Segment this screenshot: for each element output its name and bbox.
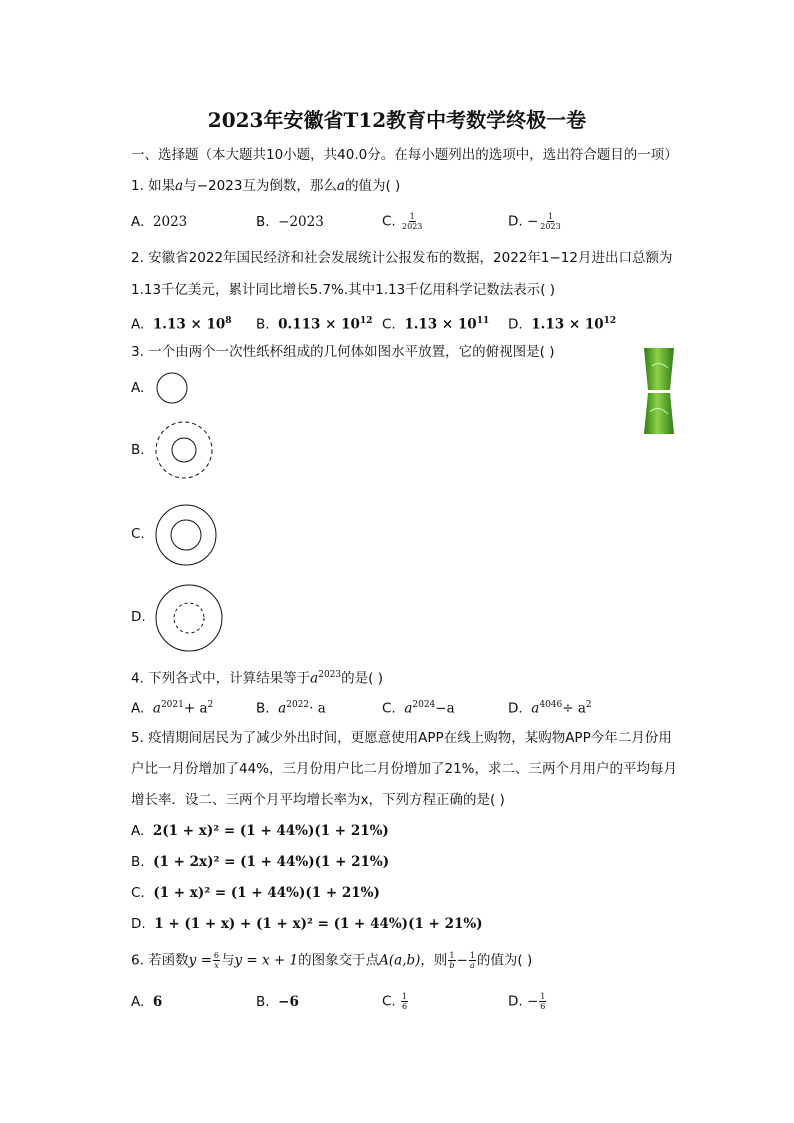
q6-option-c: C. $\frac{1}{6}$ xyxy=(382,992,408,1011)
q2-option-b: B. $0.113 \times 10^{12}$ xyxy=(256,316,373,333)
q4-option-c: C. $a^{2024}-a$ xyxy=(382,700,455,717)
q4-option-b: B. $a^{2022}\cdot a$ xyxy=(256,700,326,717)
q3-option-a-label: A. xyxy=(131,380,145,396)
q5-option-d: D. 1 + (1 + x) + (1 + x)² = (1 + 44%)(1 + 21%) xyxy=(131,916,483,932)
q4-stem: 4. 下列各式中，计算结果等于$a^{2023}$的是( ) xyxy=(131,670,383,687)
q1-var: a xyxy=(175,178,184,194)
q5-option-c: C. (1 + x)² = (1 + 44%)(1 + 21%) xyxy=(131,885,380,901)
q1-stem-a: 1. 如果 xyxy=(131,178,176,194)
q3-option-d-figure xyxy=(153,582,225,654)
q2-option-a: A. $1.13 \times 10^8$ xyxy=(131,316,232,333)
q4-option-a: A. $a^{2021}+ a^2$ xyxy=(131,700,214,717)
q5-line-3: 增长率．设二、三两个月平均增长率为x，下列方程正确的是( ) xyxy=(131,792,505,808)
q1-option-a: A. 2023 xyxy=(131,214,188,230)
q1-stem-b: 与−2023互为倒数，那么 xyxy=(183,178,337,194)
lower-cup xyxy=(644,393,674,434)
q2-line-2: 1.13千亿美元，累计同比增长5.7%.其中1.13千亿用科学记数法表示( ) xyxy=(131,282,556,298)
q6-stem: 6. 若函数y = $\frac{6}{x}$ 与y = x + 1的图象交于点A(a,b)，则 $\frac{1}{b}$ − $\frac{1}{a}$ 的值为( ) xyxy=(131,951,533,970)
q3-option-c-label: C. xyxy=(131,526,145,542)
q5-option-a: A. 2(1 + x)² = (1 + 44%)(1 + 21%) xyxy=(131,823,389,839)
q2-line-1: 2. 安徽省2022年国民经济和社会发展统计公报发布的数据，2022年1−12月进出口总额为 xyxy=(131,250,673,266)
q3-option-a-figure xyxy=(155,371,189,405)
upper-cup xyxy=(644,348,674,390)
q3-stem: 3. 一个由两个一次性纸杯组成的几何体如图水平放置，它的俯视图是( ) xyxy=(131,344,555,360)
q1-stem-c: 的值为( ) xyxy=(344,178,401,194)
question-1 xyxy=(131,177,400,195)
fraction: $\frac{1}{2023}$ xyxy=(540,212,561,231)
q2-option-c: C. $1.13 \times 10^{11}$ xyxy=(382,316,490,333)
q3-option-c-figure xyxy=(153,502,219,568)
section-header: 一、选择题（本大题共10小题，共40.0分。在每小题列出的选项中，选出符合题目的一项） xyxy=(131,147,678,163)
q1-option-d: D. − $\frac{1}{2023}$ xyxy=(508,212,561,231)
paper-cups-figure xyxy=(640,346,678,436)
q2-option-d: D. $1.13 \times 10^{12}$ xyxy=(508,316,617,333)
q5-line-2: 户比一月份增加了44%，三月份用户比二月份增加了21%，求二、三两个月用户的平均每月 xyxy=(131,761,678,777)
q3-option-d-label: D. xyxy=(131,609,146,625)
q5-line-1: 5. 疫情期间居民为了减少外出时间，更愿意使用APP在线上购物，某购物APP今年二月份用 xyxy=(131,730,672,746)
q6-option-b: B. −6 xyxy=(256,994,299,1010)
q1-var-2: a xyxy=(336,178,345,194)
fraction: $\frac{1}{2023}$ xyxy=(402,212,423,231)
q6-option-d: D. − $\frac{1}{6}$ xyxy=(508,992,546,1011)
page-title: 2023年安徽省T12教育中考数学终极一卷 xyxy=(207,108,587,132)
q3-option-b-figure xyxy=(153,419,215,481)
q6-option-a: A. 6 xyxy=(131,994,163,1010)
q3-option-b-label: B. xyxy=(131,442,145,458)
q1-option-c: C. $\frac{1}{2023}$ xyxy=(382,212,423,231)
q5-option-b: B. (1 + 2x)² = (1 + 44%)(1 + 21%) xyxy=(131,854,390,870)
q1-option-b: B. −2023 xyxy=(256,214,324,230)
q4-option-d: D. $a^{4046}\div a^2$ xyxy=(508,700,592,717)
